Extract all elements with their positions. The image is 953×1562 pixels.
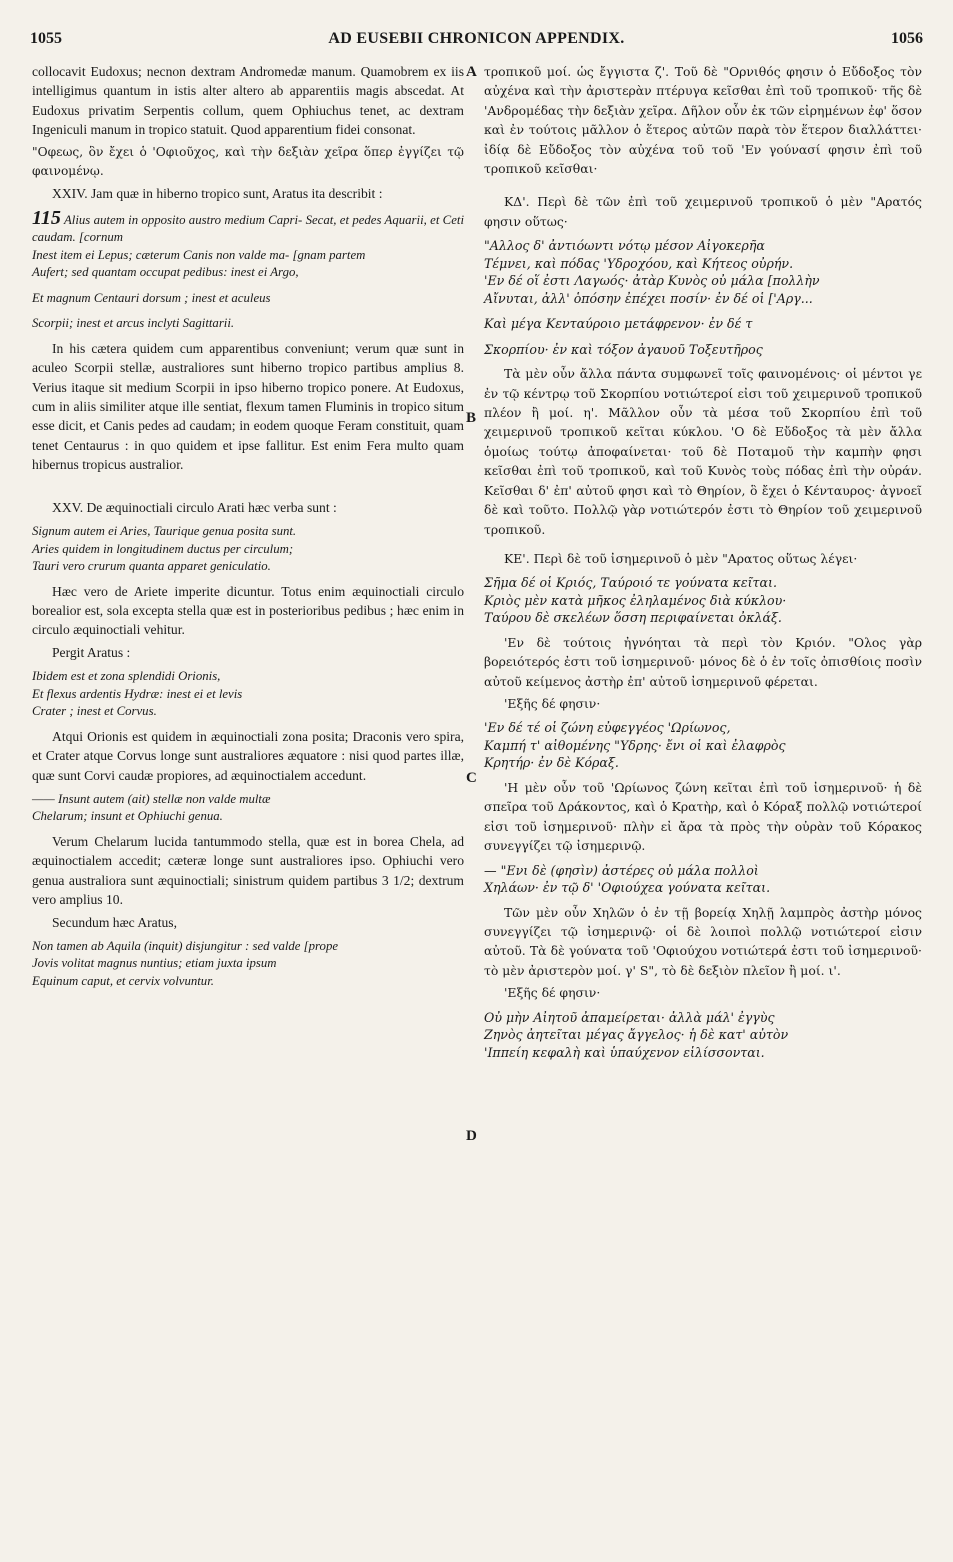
latin-paragraph: Atqui Orionis est quidem in æquinoctiali zona posita; Draconis vero spira, et Crater atque Corvus longe sunt australiores æquatore : nisi quod partes illæ, quæ sunt Corvi caudæ propiores, ad æquinoctialem accedunt.	[32, 728, 464, 783]
greek-paragraph: Τὰ μὲν οὖν ἄλλα πάντα συμφωνεῖ τοῖς φαινομένοις· οἱ μέντοι γε ἐν τῷ κέντρῳ τοῦ Σκορπίου νοτιώτεροί εἰσι τοῦ χειμερινοῦ τροπικοῦ πλέον ἢ μοί. η'. Μᾶλλον οὖν τὰ μέσα τοῦ Σκορπίου ἐπὶ τοῦ χειμερινοῦ τροπικοῦ κεῖται κύκλου. 'Ο δὲ Εὔδοξος τὰ μὲν ἄλλα ὁμοίως τούτῳ ἀποφαίνεται· τοῦ δὲ Ποταμοῦ τὴν καμπὴν φησι κεῖσθαι ἐπὶ τοῦ τροπικοῦ, καὶ τοῦ Κυνὸς τοὺς πόδας ἐπὶ τὴν οὐράν. Κεῖσθαι δ' ἐπ' αὐτοῦ φησι καὶ τὸ Θηρίον, ὃ ἔχει ὁ Κένταυρος· ἀγνοεῖ δὲ καὶ τοῦτο. Πολλῷ γὰρ νοτιώτερόν ἐστι τὸ Θηρίον τοῦ χειμερινοῦ τροπικοῦ.	[484, 366, 922, 537]
verse-block	[484, 237, 922, 358]
verse-line: Οὐ μὴν Αἰητοῦ ἀπαμείρεται· ἀλλὰ μάλ' ἐγγὺς	[484, 1009, 775, 1025]
verse-block	[484, 862, 922, 897]
greek-paragraph: 'Εξῆς δέ φησιν·	[504, 985, 601, 1001]
verse-line: 'Εν δέ οἵ ἐστι Λαγωός· ἀτὰρ Κυνὸς οὐ μάλα [πολλὴν	[484, 273, 820, 289]
greek-column	[484, 62, 922, 1067]
verse-line: Αἴνυται, ἀλλ' ὁπόσην ἐπέχει ποσίν· ἐν δέ οἱ ['Αργ...	[484, 290, 813, 306]
running-title: AD EUSEBII CHRONICON APPENDIX.	[328, 30, 625, 47]
verse-line: Ibidem est et zona splendidi Orionis,	[32, 669, 221, 684]
verse-line: —— Insunt autem (ait) stellæ non valde multæ	[32, 791, 271, 806]
verse-line: Χηλάων· ἐν τῷ δ' 'Οφιούχεα γούνατα κεῖται.	[484, 880, 771, 896]
margin-marker-c: C	[466, 770, 477, 786]
verse-line: Καὶ μέγα Κενταύροιο μετάφρενον· ἐν δέ τ	[484, 316, 753, 332]
verse-line: Τέμνει, καὶ πόδας 'Υδροχόου, καὶ Κήτεος οὐρήν.	[484, 255, 794, 271]
verse-line: Σῆμα δέ οἱ Κριός, Ταύροιό τε γούνατα κεῖται.	[484, 575, 777, 591]
verse-block	[484, 719, 922, 772]
margin-marker-b: B	[466, 410, 477, 426]
verse-line: Jovis volitat magnus nuntius; etiam juxta ipsum	[32, 956, 277, 971]
verse-line: Καμπή τ' αἰθομένης "Υδρης· ἔνι οἱ καὶ ἐλαφρὸς	[484, 737, 786, 753]
verse-line: Inest item ei Lepus; cæterum Canis non valde ma- [gnam partem	[32, 247, 366, 262]
verse-block	[32, 206, 464, 333]
verse-line: Σκορπίου· ἐν καὶ τόξον ἀγαυοῦ Τοξευτῆρος	[484, 341, 763, 357]
page-number-right: 1056	[891, 30, 923, 47]
verse-line: 'Ιππείη κεφαλὴ καὶ ὑπαύχενον εἱλίσσονται.	[484, 1044, 765, 1060]
verse-block	[32, 791, 464, 826]
verse-line: 115 Alius autem in opposito austro medium Capri- Secat, et pedes Aquarii, et Ceti caudam. [cornum	[32, 206, 464, 245]
greek-quote: "Οφεως, ὃν ἔχει ὁ 'Οφιοῦχος, καὶ τὴν δεξιὰν χεῖρα ὅπερ ἐγγίζει τῷ φαινομένῳ.	[32, 144, 464, 179]
verse-line: 'Εν δέ τέ οἱ ζώνη εὐφεγγέος 'Ωρίωνος,	[484, 720, 731, 736]
verse-block	[32, 938, 464, 991]
verse-number: 115	[32, 206, 61, 229]
verse-block	[484, 1009, 922, 1062]
verse-line: Crater ; inest et Corvus.	[32, 704, 157, 719]
verse-block	[484, 574, 922, 627]
verse-line: — "Ενι δὲ (φησὶν) ἀστέρες οὐ μάλα πολλοὶ	[484, 862, 759, 878]
verse-line: Κριὸς μὲν κατὰ μῆκος ἐληλαμένος διὰ κύκλου·	[484, 592, 787, 608]
section-heading-kd: ΚΔ'. Περὶ δὲ τῶν ἐπὶ τοῦ χειμερινοῦ τροπικοῦ ὁ μὲν "Αρατός φησιν οὕτως·	[484, 194, 922, 229]
latin-column	[32, 62, 464, 996]
verse-line: Equinum caput, et cervix volvuntur.	[32, 973, 214, 988]
verse-block	[32, 523, 464, 576]
latin-paragraph: Hæc vero de Ariete imperite dicuntur. Totus enim æquinoctiali circulo borealior est, sola excepta stella quæ est in posterioribus pedibus ; hæc enim in circulo æquinoctiali vehitur.	[32, 583, 464, 638]
verse-line: Aufert; sed quantam occupat pedibus: inest ei Argo,	[32, 265, 299, 280]
page-number-left: 1055	[30, 30, 62, 47]
verse-line: "Αλλος δ' ἀντιόωντι νότῳ μέσον Αἰγοκερῆα	[484, 238, 765, 254]
verse-line: Et magnum Centauri dorsum ; inest et aculeus	[32, 290, 271, 305]
verse-line: Ταύρου δὲ σκελέων ὅσση περιφαίνεται ὀκλάξ.	[484, 610, 782, 626]
section-heading-xxv: XXV. De æquinoctiali circulo Arati hæc verba sunt :	[52, 499, 337, 515]
verse-line: Et flexus ardentis Hydræ: inest ei et levis	[32, 686, 243, 701]
page-header	[30, 30, 923, 54]
verse-line: Scorpii; inest et arcus inclyti Sagittarii.	[32, 316, 235, 331]
latin-paragraph: collocavit Eudoxus; necnon dextram Andromedæ manum. Quamobrem ex iis intelligimus quantum in istis alter altero ab apparentiis magis abscedat. At Eudoxus privatim Serpentis collum, quem Ophiuchus tenet, ac dextram Ingeniculi manum in tropico statuit. Quod apparentium fidei consonat.	[32, 64, 464, 138]
verse-line: Aries quidem in longitudinem ductus per circulum;	[32, 541, 294, 556]
latin-paragraph: Verum Chelarum lucida tantummodo stella, quæ est in borea Chela, ad æquinoctialem accedit; cæteræ longe sunt australiores ipso. Ophiuchi vero genua australiora sunt æquinoctiali; sinistrum quidem partibus 3 1/2; dextrum vero amplius 10.	[32, 833, 464, 908]
verse-line: Tauri vero crurum quanta apparet geniculatio.	[32, 559, 271, 574]
section-heading-xxiv: XXIV. Jam quæ in hiberno tropico sunt, Aratus ita describit :	[52, 186, 383, 202]
latin-paragraph: In his cætera quidem cum apparentibus conveniunt; verum quæ sunt in aculeo Scorpii stellæ, australiores sunt hiberno tropico partibus amplius 8. Verius itaque sit medium Scorpii in ipso hiberno tropico ponere. At Eudoxus, cum in aliis similiter atque ille sentiat, flexum tamen Fluminis in tropico situm esse dicit, et Canis pedes ad caudam; in eodem quoque Feram constituit, quam tenet Centaurus : in quo quidem et ipse fallitur. Est enim Fera multo quam hibernus tropicus australior.	[32, 340, 464, 473]
greek-paragraph: τροπικοῦ μοί. ὡς ἔγγιστα ζ'. Τοῦ δὲ "Ορνιθός φησιν ὁ Εὔδοξος τὸν αὐχένα καὶ τὴν ἀριστερὰν πτέρυγα κεῖσθαι ἐπὶ τοῦ τροπικοῦ· τῆς δὲ 'Ανδρομέδας τὴν δεξιὰν χεῖρα. Δῆλον οὖν ἐκ τῶν εἰρημένων ἐφ' ὅσον καὶ ἐν τούτοις μᾶλλον ὁ ἕτερος αὐτῶν παρὰ τὸν ἕτερον διαλλάττει· ἰδίᾳ δὲ Εὔδοξος τὸν αὐχένα τοῦ τοῦ 'Εν γούνασί φησιν ἐπὶ τοῦ τροπικοῦ κεῖσθαι·	[484, 64, 922, 177]
latin-paragraph: Pergit Aratus :	[52, 644, 131, 660]
greek-paragraph: 'Εν δὲ τούτοις ἠγνόηται τὰ περὶ τὸν Κριόν. "Ολος γὰρ βορειότερός ἐστι τοῦ ἰσημερινοῦ· μόνος δὲ ὁ ἐν τοῖς ὀπισθίοις ποσὶν αὐτοῦ κείμενος ἀστὴρ ἐπ' αὐτοῦ ἰσημερινοῦ φέρεται.	[484, 634, 922, 689]
greek-paragraph: 'Εξῆς δέ φησιν·	[504, 696, 601, 712]
verse-line: Non tamen ab Aquila (inquit) disjungitur : sed valde [prope	[32, 938, 339, 953]
section-heading-ke: ΚΕ'. Περὶ δὲ τοῦ ἰσημερινοῦ ὁ μὲν "Αρατος οὕτως λέγει·	[504, 550, 858, 566]
greek-paragraph: 'Η μὲν οὖν τοῦ 'Ωρίωνος ζώνη κεῖται ἐπὶ τοῦ ἰσημερινοῦ· ἡ δὲ σπεῖρα τοῦ Δράκοντος, καὶ ὁ Κρατὴρ, καὶ ὁ Κόραξ πολλῷ νοτιώτεροί εἰσι τοῦ ἰσημερινοῦ· πλὴν εἰ ἄρα τὰ πρὸς τὴν οὐρὰν τοῦ Κόρακος συνεγγίζει τῷ ἰσημερινῷ.	[484, 779, 922, 854]
verse-line: Ζηνὸς ἀητεῖται μέγας ἄγγελος· ἡ δὲ κατ' αὐτὸν	[484, 1027, 789, 1043]
verse-line: Chelarum; insunt et Ophiuchi genua.	[32, 809, 223, 824]
margin-marker-a: A	[466, 64, 477, 80]
verse-line: Κρητήρ· ἐν δὲ Κόραξ.	[484, 755, 619, 771]
verse-line: Signum autem ei Aries, Taurique genua posita sunt.	[32, 524, 297, 539]
margin-marker-d: D	[466, 1128, 477, 1144]
greek-paragraph: Τῶν μὲν οὖν Χηλῶν ὁ ἐν τῇ βορείᾳ Χηλῇ λαμπρὸς ἀστὴρ μόνος συνεγγίζει τῷ ἰσημερινῷ· οἱ δὲ λοιποὶ πολλῷ νοτιώτεροί εἰσιν αὐτοῦ. Τὰ δὲ γούνατα τοῦ 'Οφιούχου νοτιώτερά ἐστι τοῦ ἰσημερινοῦ· τὸ μὲν ἀριστερὸν μοί. γ' S", τὸ δὲ δεξιὸν πλεῖον ἢ μοί. ι'.	[484, 904, 922, 978]
verse-block	[32, 668, 464, 721]
latin-paragraph: Secundum hæc Aratus,	[52, 914, 177, 930]
